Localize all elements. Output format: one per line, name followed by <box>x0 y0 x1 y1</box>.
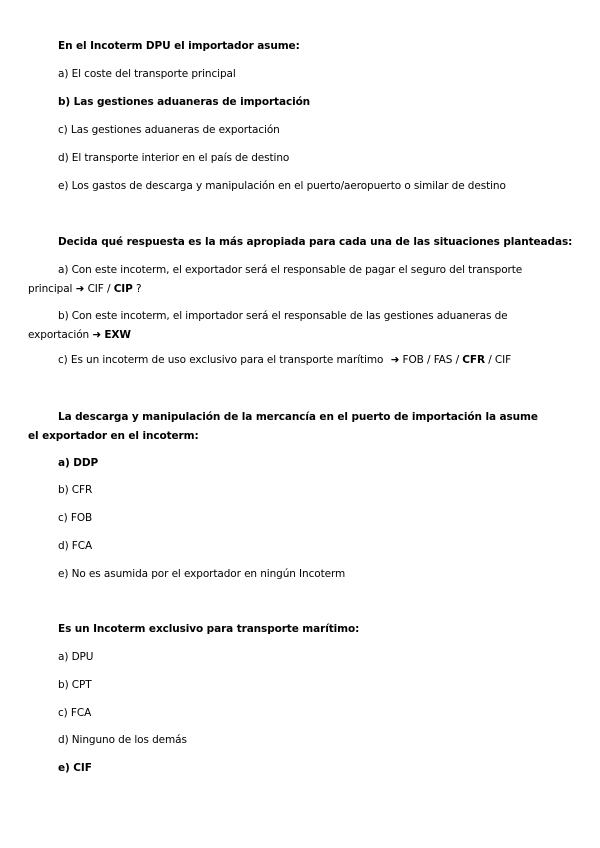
q1-option-d: d) El transporte interior en el país de destino <box>58 152 290 164</box>
q1-title: En el Incoterm DPU el importador asume: <box>58 40 300 52</box>
q2-item-c-answer-2: FAS <box>433 354 453 366</box>
q4-option-e: e) CIF <box>58 762 92 774</box>
q1-option-e: e) Los gastos de descarga y manipulación en el puerto/aeropuerto o similar de destino <box>58 180 506 192</box>
q1-option-b: b) Las gestiones aduaneras de importación <box>58 96 311 108</box>
arrow-right-icon: ➜ <box>390 354 400 366</box>
q1-option-a: a) El coste del transporte principal <box>58 68 236 80</box>
q2-item-c-separator-1: / <box>426 354 431 366</box>
q4-title: Es un Incoterm exclusivo para transporte marítimo: <box>58 623 360 635</box>
q2-item-c-text: c) Es un incoterm de uso exclusivo para el transporte marítimo <box>58 354 384 366</box>
q2-item-b-text: b) Con este incoterm, el importador será el responsable de las gestiones aduaneras de exportación <box>28 310 508 341</box>
q4-option-c: c) FCA <box>58 707 92 719</box>
q2-item-b <box>28 307 543 345</box>
q2-item-c <box>58 353 511 367</box>
q2-title: Decida qué respuesta es la más apropiada para cada una de las situaciones planteadas: <box>58 236 573 248</box>
q3-option-e: e) No es asumida por el exportador en ningún Incoterm <box>58 568 346 580</box>
q2-item-a-text: a) Con este incoterm, el exportador será el responsable de pagar el seguro del transporte principal <box>28 264 523 295</box>
q4-option-a: a) DPU <box>58 651 94 663</box>
q1-option-c: c) Las gestiones aduaneras de exportación <box>58 124 280 136</box>
q2-item-c-answer-1: FOB <box>402 354 424 366</box>
q2-item-b-answer: EXW <box>104 329 131 341</box>
q2-item-a <box>28 261 543 299</box>
q2-item-a-tail: ? <box>135 283 142 295</box>
q2-item-c-answer-3: CFR <box>462 354 485 366</box>
arrow-right-icon: ➜ <box>92 329 102 341</box>
q3-option-d: d) FCA <box>58 540 93 552</box>
q2-item-c-separator-3: / <box>488 354 492 366</box>
q3-title: La descarga y manipulación de la mercancía en el puerto de importación la asume el exportador en el incoterm: <box>28 411 538 442</box>
arrow-right-icon: ➜ <box>75 283 85 295</box>
q3-option-c: c) FOB <box>58 512 93 524</box>
q2-item-c-answer-4: CIF <box>494 354 512 366</box>
q2-item-a-answer-1: CIF <box>87 283 104 295</box>
q4-option-d: d) Ninguno de los demás <box>58 734 187 746</box>
q2-item-c-separator-2: / <box>455 354 460 366</box>
q3-option-b: b) CFR <box>58 484 93 496</box>
q3-option-a: a) DDP <box>58 457 99 469</box>
q4-option-b: b) CPT <box>58 679 92 691</box>
q2-item-a-separator: / <box>107 283 111 295</box>
q2-item-a-answer-2: CIP <box>113 283 133 295</box>
